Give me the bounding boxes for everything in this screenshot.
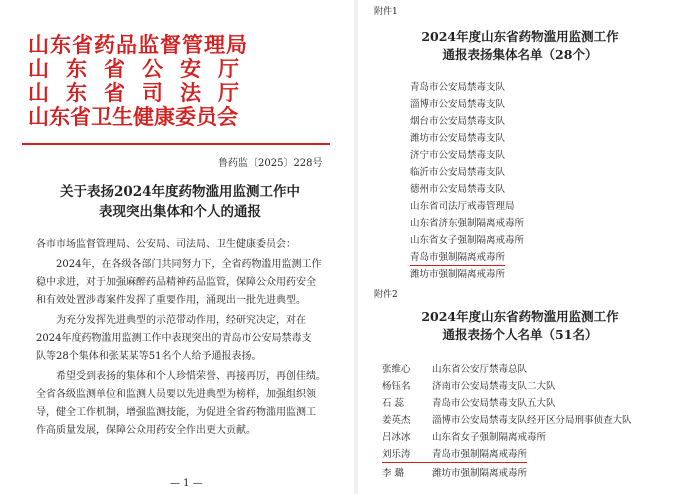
individual-row	[382, 432, 546, 444]
individual-row	[382, 468, 527, 480]
individual-unit: 潍坊市强制隔离戒毒所	[432, 468, 528, 479]
individual-name: 石 蕊	[382, 398, 405, 409]
body-line: 2024年度药物滥用监测工作中表现突出的青岛市公安局禁毒支	[36, 333, 312, 344]
body-line: 2024年，在各级各部门共同努力下，全省药物滥用监测工作	[56, 259, 322, 270]
body-line: 稳中求进，对于加强麻醉药品精神药品监管，保障公众用药安全	[36, 277, 316, 288]
individual-row	[382, 381, 556, 393]
body-line: 为充分发挥先进典型的示范带动作用，经研究决定，对在	[56, 315, 306, 326]
individual-name: 李 璐	[382, 468, 405, 479]
body-line: 队等28个集体和张某某等51名个人给予通报表扬。	[36, 351, 262, 362]
annex-1-title-line-1: 2024年度山东省药物滥用监测工作	[421, 29, 619, 44]
issuer-line-4: 山东省卫生健康委员会	[28, 105, 238, 129]
list-item-highlighted: 青岛市强制隔离戒毒所	[410, 252, 505, 266]
individual-unit: 青岛市强制隔离戒毒所	[432, 449, 528, 460]
red-divider	[22, 143, 330, 145]
individual-row	[382, 364, 527, 376]
individual-row-highlighted	[382, 449, 527, 463]
individual-name: 吕冰冰	[382, 432, 411, 443]
individual-name: 张维心	[382, 364, 411, 375]
list-item: 烟台市公安局禁毒支队	[410, 116, 506, 127]
body-line: 导，健全工作机制，增强监测技能，为促进全省药物滥用监测工	[36, 407, 316, 418]
list-item: 德州市公安局禁毒支队	[410, 184, 506, 195]
individual-name: 刘乐涛	[382, 449, 411, 460]
notice-title-line-2: 表现突出集体和个人的通报	[99, 204, 261, 220]
individual-unit: 山东省女子强制隔离戒毒所	[432, 432, 547, 443]
individual-unit: 济南市公安局禁毒支队二大队	[432, 381, 556, 392]
individual-row	[382, 415, 632, 427]
individual-name: 姜英杰	[382, 415, 411, 426]
annex-2-label: 附件2	[374, 290, 398, 300]
page-gap	[354, 0, 358, 494]
issuer-line-2: 山东省公安厅	[28, 57, 256, 81]
list-item: 潍坊市强制隔离戒毒所	[410, 269, 506, 280]
individual-unit: 山东省公安厅禁毒总队	[432, 364, 528, 375]
list-item: 潍坊市公安局禁毒支队	[410, 133, 506, 144]
document-number: 鲁药监〔2025〕228号	[218, 158, 323, 169]
individual-name: 杨钰名	[382, 381, 411, 392]
list-item: 济宁市公安局禁毒支队	[410, 150, 506, 161]
individual-unit: 青岛市公安局禁毒支队五大队	[432, 398, 556, 409]
annex-1-label: 附件1	[374, 7, 398, 17]
list-item: 临沂市公安局禁毒支队	[410, 167, 506, 178]
body-line: 各市市场监督管理局、公安局、司法局、卫生健康委员会：	[36, 239, 296, 250]
annex-1-title-line-2: 通报表扬集体名单（28个）	[442, 47, 598, 62]
issuer-line-3: 山东省司法厅	[28, 81, 256, 105]
page-number: — 1 —	[170, 478, 203, 489]
list-item: 山东省司法厅戒毒管理局	[410, 201, 515, 212]
list-item: 山东省济东强制隔离戒毒所	[410, 218, 525, 229]
body-line: 希望受到表扬的集体和个人珍惜荣誉、再接再厉，再创佳绩。	[56, 371, 326, 382]
list-item: 青岛市公安局禁毒支队	[410, 82, 506, 93]
body-line: 全省各级监测单位和监测人员要以先进典型为榜样，加强组织领	[36, 389, 316, 400]
annex-page	[360, 0, 700, 494]
notice-title-line-1: 关于表扬2024年度药物滥用监测工作中	[59, 184, 301, 200]
body-line: 作高质量发展，保障公众用药安全作出更大贡献。	[36, 425, 256, 436]
list-item: 山东省女子强制隔离戒毒所	[410, 235, 525, 246]
individual-unit: 淄博市公安局禁毒支队经开区分局刑事侦查大队	[432, 415, 632, 426]
body-line: 和有效处置涉毒案件发挥了重要作用，涌现出一批先进典型。	[36, 295, 306, 306]
list-item: 淄博市公安局禁毒支队	[410, 99, 506, 110]
individual-row	[382, 398, 556, 410]
annex-2-title-line-2: 通报表扬个人名单（51名）	[442, 327, 598, 342]
annex-2-title-line-1: 2024年度山东省药物滥用监测工作	[421, 309, 619, 324]
issuer-line-1: 山东省药品监督管理局	[28, 33, 248, 57]
